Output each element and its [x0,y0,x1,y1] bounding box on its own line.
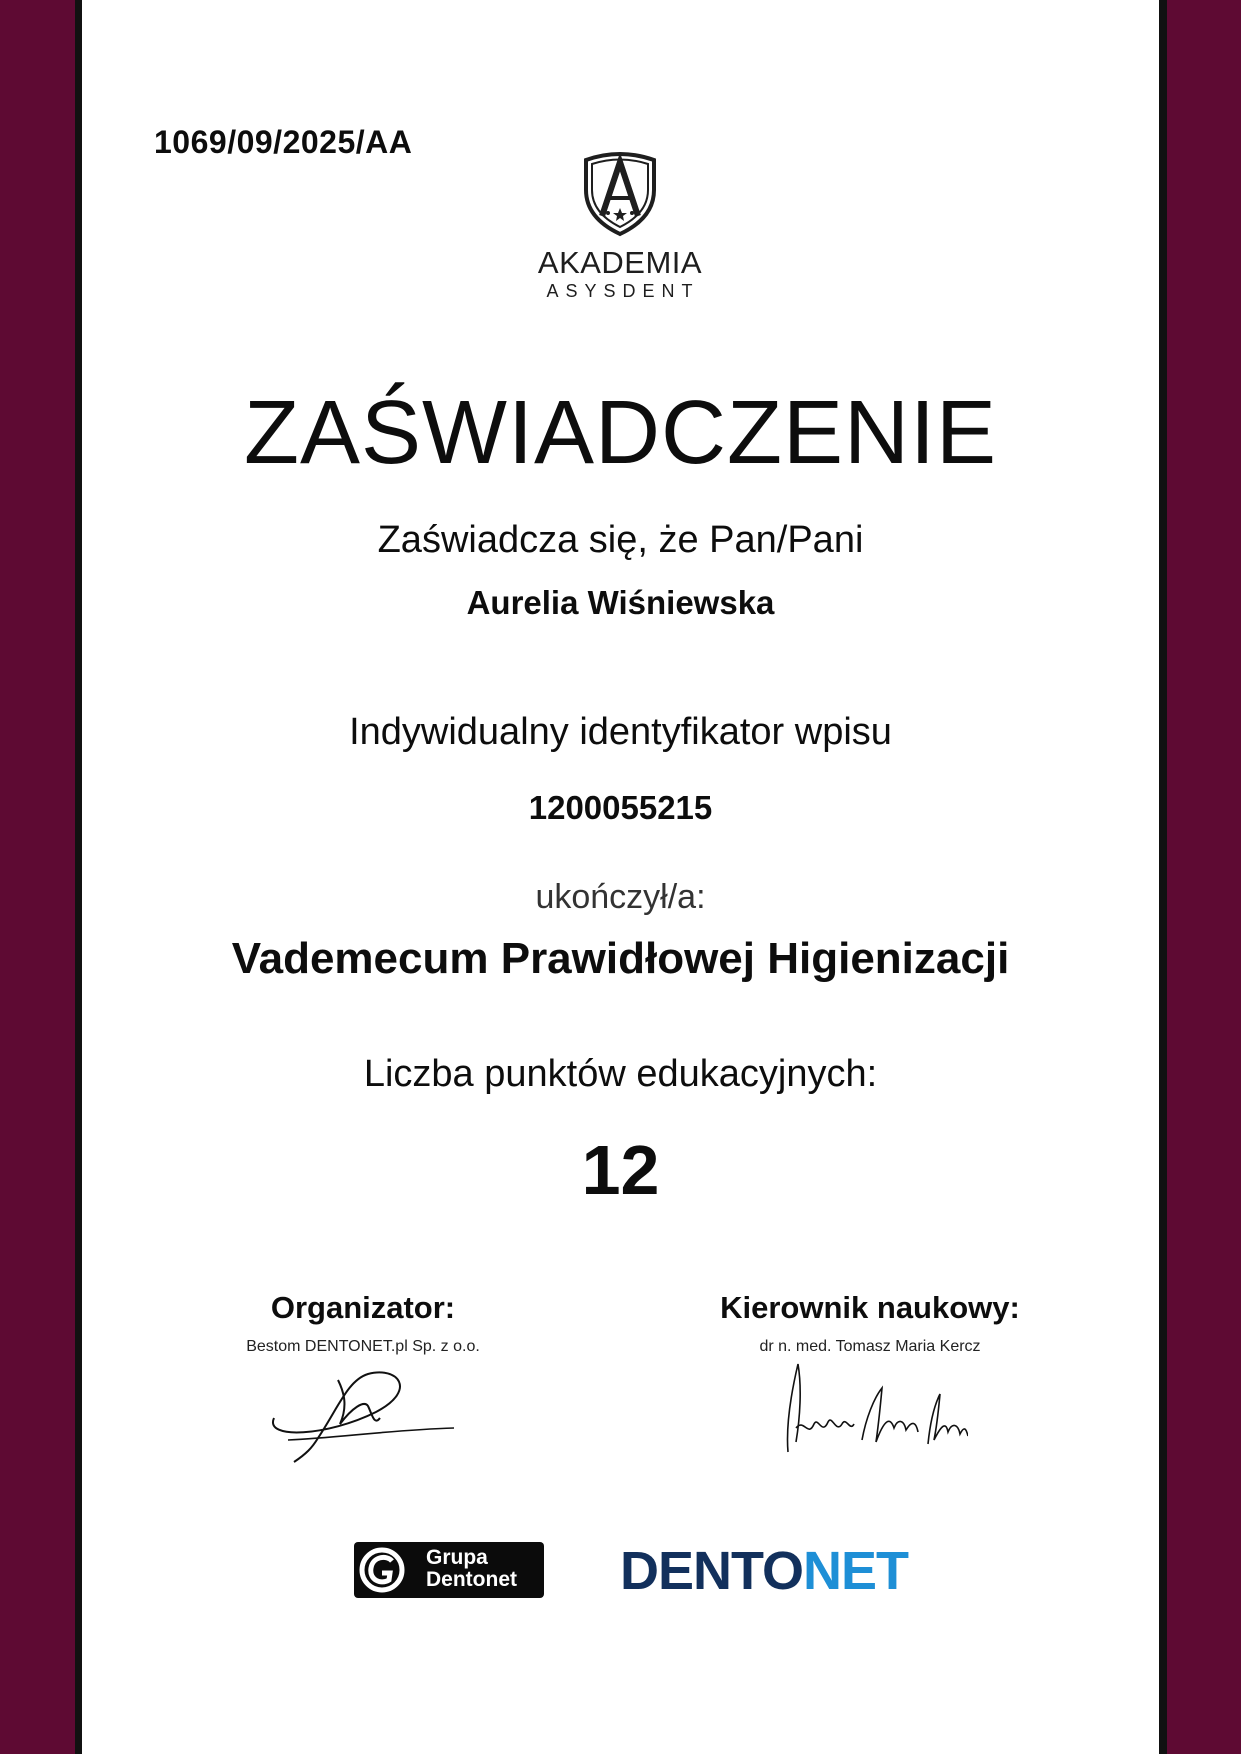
logo-name: AKADEMIA [537,245,703,280]
completed-label: ukończył/a: [535,878,706,916]
organizer-heading: Organizator: [270,1290,456,1325]
certificate-title: ZAŚWIADCZENIE [243,383,998,483]
grupa-logo-line2: Dentonet [426,1568,517,1591]
shield-a-icon [576,150,664,238]
points-label: Liczba punktów edukacyjnych: [363,1053,878,1095]
manager-heading: Kierownik naukowy: [720,1290,1020,1325]
manager-signature [778,1358,968,1458]
person-name: Aurelia Wiśniewska [466,584,775,621]
id-label: Indywidualny identyfikator wpisu [349,711,892,753]
organizer-name: Bestom DENTONET.pl Sp. z o.o. [246,1338,480,1355]
intro-text: Zaświadcza się, że Pan/Pani [377,519,864,561]
course-name: Vademecum Prawidłowej Higienizacji [231,934,1010,983]
grupa-g-icon [359,1547,405,1593]
grupa-dentonet-logo [354,1542,544,1598]
points-value: 12 [581,1131,660,1209]
logo-subtitle: ASYSDENT [546,281,700,301]
dentonet-logo-part2: NET [803,1541,909,1601]
dentonet-logo-part1: DENTO [620,1541,804,1601]
manager-name: dr n. med. Tomasz Maria Kercz [759,1338,981,1355]
grupa-logo-line1: Grupa [426,1546,488,1569]
organizer-signature [268,1368,458,1468]
certificate-number: 1069/09/2025/AA [154,124,413,160]
dentonet-logo [620,1543,908,1599]
frame-edge-right [1159,0,1167,1754]
frame-edge-left [75,0,82,1754]
id-value: 1200055215 [528,789,713,826]
